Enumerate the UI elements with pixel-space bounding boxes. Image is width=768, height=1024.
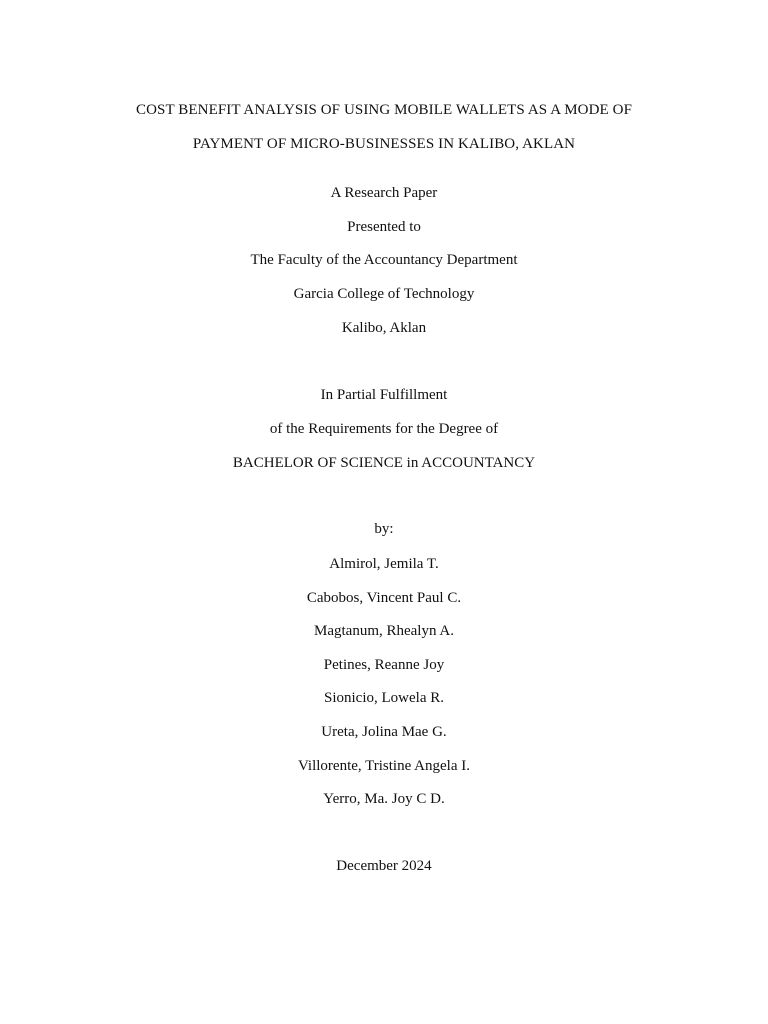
by-label: by:	[374, 521, 394, 537]
author-name: Cabobos, Vincent Paul C.	[306, 590, 462, 606]
degree-name: BACHELOR OF SCIENCE in ACCOUNTANCY	[232, 455, 536, 471]
author-name: Petines, Reanne Joy	[323, 657, 445, 673]
document-type: A Research Paper	[330, 185, 438, 201]
fulfillment-line-2: of the Requirements for the Degree of	[269, 421, 499, 437]
college-location: Kalibo, Aklan	[341, 320, 427, 336]
author-name: Sionicio, Lowela R.	[324, 690, 444, 706]
submission-date: December 2024	[336, 858, 432, 874]
faculty-name: The Faculty of the Accountancy Department	[250, 252, 518, 268]
fulfillment-line-1: In Partial Fulfillment	[320, 387, 448, 403]
author-name: Ureta, Jolina Mae G.	[321, 724, 447, 740]
author-name: Yerro, Ma. Joy C D.	[323, 791, 445, 807]
college-name: Garcia College of Technology	[293, 286, 475, 302]
author-name: Magtanum, Rhealyn A.	[314, 623, 454, 639]
paper-title-line-2: PAYMENT OF MICRO-BUSINESSES IN KALIBO, AKLAN	[192, 136, 576, 152]
paper-title-line-1: COST BENEFIT ANALYSIS OF USING MOBILE WALLETS AS A MODE OF	[135, 102, 633, 118]
author-name: Almirol, Jemila T.	[329, 556, 439, 572]
author-name: Villorente, Tristine Angela I.	[297, 758, 470, 774]
presented-to-label: Presented to	[347, 219, 421, 235]
